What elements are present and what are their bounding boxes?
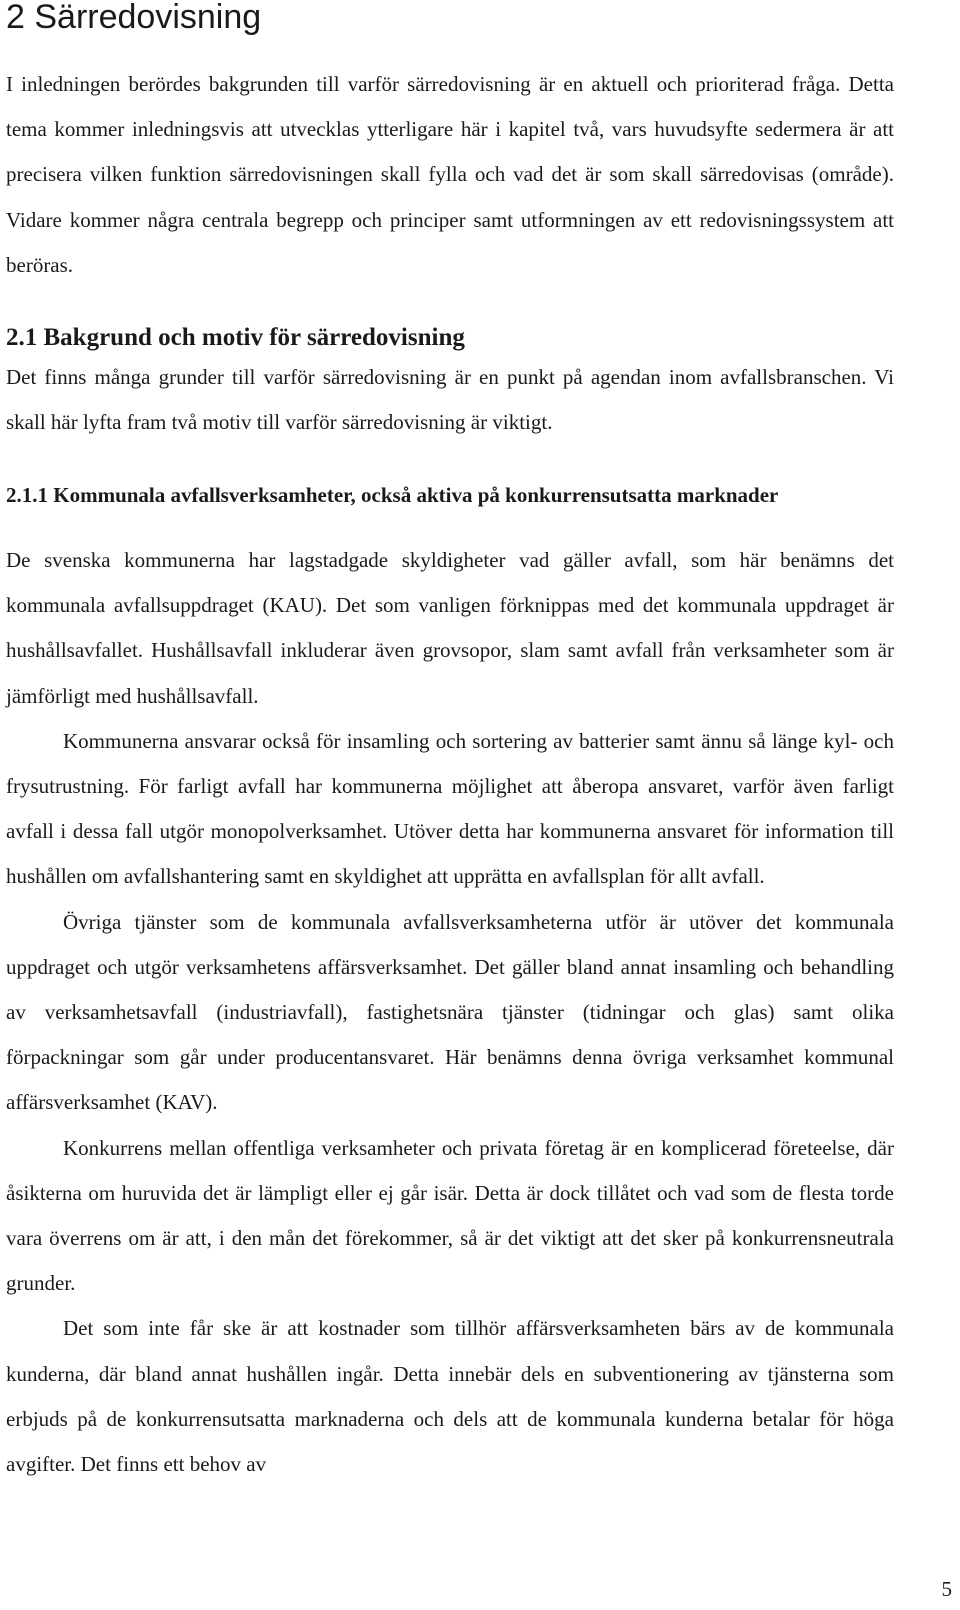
paragraph: Kommunerna ansvarar också för insamling och sortering av batterier samt ännu så länge kyl- och frysutrustning. För farligt avfall har kommunerna möjlighet att åberopa ansvaret, varför även farligt avfall i dessa fall utgör monopolverksamhet. Utöver detta har kommunerna ansvaret för information till hushållen om avfallshantering samt en skyldighet att upprätta en avfallsplan för allt avfall. bbox=[6, 728, 894, 889]
paragraph: Övriga tjänster som de kommunala avfallsverksamheterna utför är utöver det kommunala uppdraget och utgör verksamhetens affärsverksamhet. Det gäller bland annat insamling och behandling av verksamhetsavfall (industriavfall), fastighetsnära tjänster (tidningar och glas) samt olika förpackningar som går under producentansvaret. Här benämns denna övriga verksamhet kommunal affärsverksamhet (KAV). bbox=[6, 909, 894, 1115]
chapter-title: 2 Särredovisning bbox=[6, 0, 262, 36]
paragraph: De svenska kommunerna har lagstadgade skyldigheter vad gäller avfall, som här benämns det kommunala avfallsuppdraget (KAU). Det som vanligen förknippas med det kommunala uppdraget är hushållsavfallet. Hushållsavfall inkluderar även grovsopor, slam samt avfall från verksamheter som är jämförligt med hushållsavfall. bbox=[6, 548, 894, 708]
paragraph: Konkurrens mellan offentliga verksamheter och privata företag är en komplicerad företeelse, där åsikterna om huruvida det är lämpligt eller ej går isär. Detta är dock tillåtet och vad som de flesta torde vara överrens om är att, i den mån det förekommer, så är det viktigt att det sker på konkurrensneutrala grunder. bbox=[6, 1135, 894, 1296]
subsection-title: 2.1.1 Kommunala avfallsverksamheter, också aktiva på konkurrensutsatta marknader bbox=[6, 483, 779, 507]
intro-paragraph: I inledningen berördes bakgrunden till varför särredovisning är en aktuell och prioriterad fråga. Detta tema kommer inledningsvis att utvecklas ytterligare här i kapitel två, vars huvudsyfte sedermera är att precisera vilken funktion särredovisningen skall fylla och vad det är som skall särredovisas (område). Vidare kommer några centrala begrepp och principer samt utformningen av ett redovisningssystem att beröras. bbox=[6, 72, 894, 277]
section-paragraph: Det finns många grunder till varför särredovisning är en punkt på agendan inom avfallsbranschen. Vi skall här lyfta fram två motiv till varför särredovisning är viktigt. bbox=[6, 365, 894, 435]
paragraph: Det som inte får ske är att kostnader som tillhör affärsverksamheten bärs av de kommunala kunderna, där bland annat hushållen ingår. Detta innebär dels en subventionering av tjänsterna som erbjuds på de konkurrensutsatta marknaderna och dels att de kommunala kunderna betalar för höga avgifter. Det finns ett behov av bbox=[6, 1316, 894, 1477]
page-number: 5 bbox=[941, 1577, 952, 1601]
subsection-body bbox=[6, 538, 894, 1487]
section-title: 2.1 Bakgrund och motiv för särredovisning bbox=[6, 324, 465, 351]
